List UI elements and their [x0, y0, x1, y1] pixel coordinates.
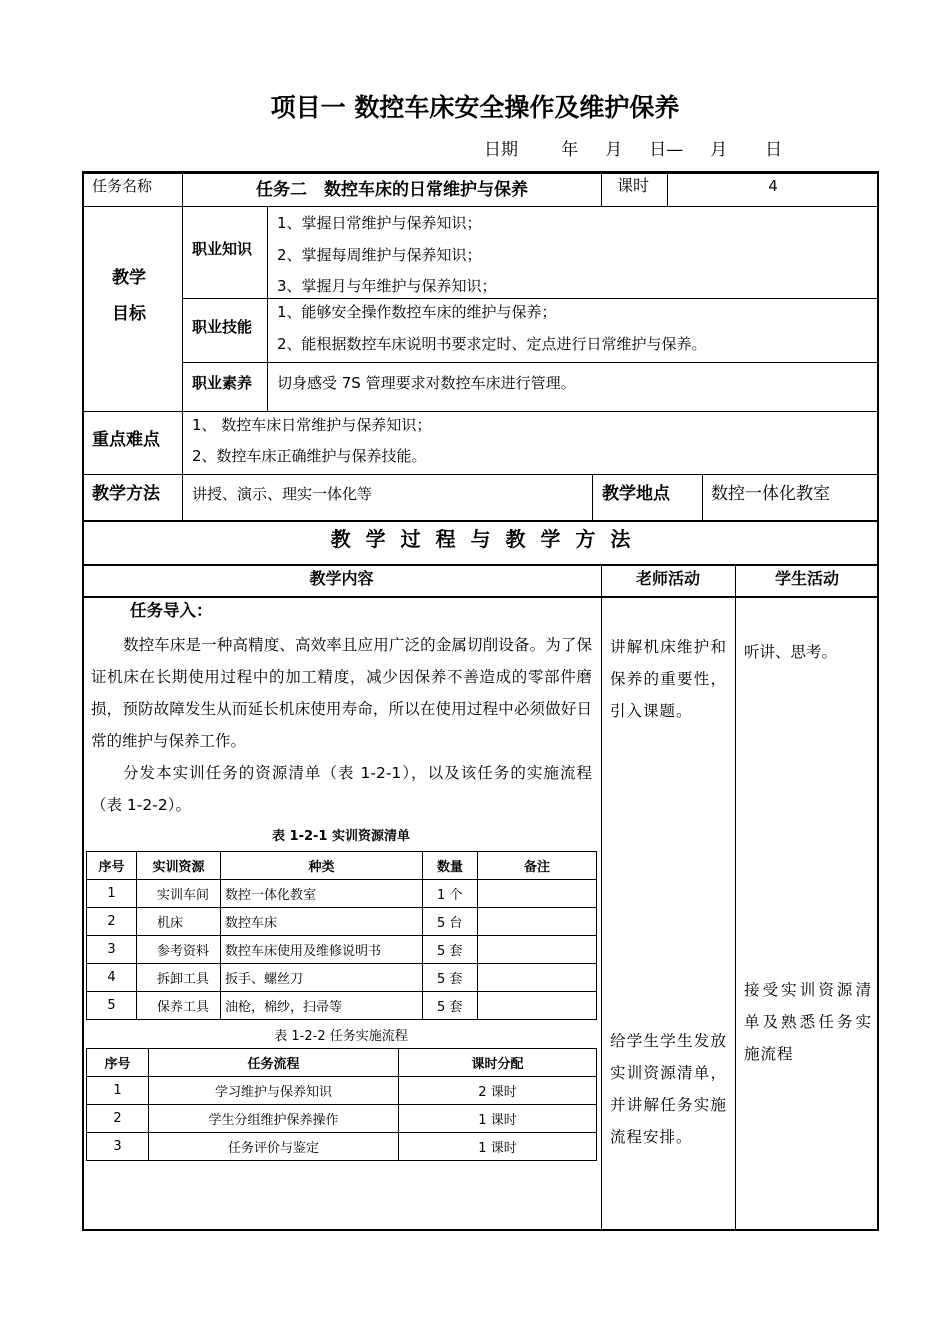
table-row [87, 908, 597, 936]
table-cell: 5 套 [423, 964, 478, 992]
table-cell: 1 [87, 880, 137, 908]
table-cell: 实训车间 [137, 880, 221, 908]
table-header-cell: 数量 [423, 852, 478, 880]
table-cell: 扳手、螺丝刀 [221, 964, 423, 992]
student-activity-2: 接受实训资源清单及熟悉任务实施流程 [744, 981, 872, 1063]
table-row [87, 1077, 597, 1105]
table-header-cell: 备注 [478, 852, 597, 880]
table-row [87, 880, 597, 908]
dispatch-paragraph: 分发本实训任务的资源清单（表 1-2-1），以及该任务的实施流程（表 1-2-2）。 [91, 764, 592, 814]
table-cell: 数控车床 [221, 908, 423, 936]
table-cell [478, 964, 597, 992]
hours-value: 4 [768, 177, 778, 195]
table-cell: 1 课时 [399, 1105, 597, 1133]
table-header-cell: 序号 [87, 1049, 149, 1077]
table-header-row [87, 852, 597, 880]
table-cell: 5 台 [423, 908, 478, 936]
table-cell: 5 套 [423, 936, 478, 964]
objectives-label-line2: 目标 [112, 304, 146, 324]
method-label: 教学方法 [92, 484, 160, 504]
table-cell: 机床 [137, 908, 221, 936]
quality-value: 切身感受 7S 管理要求对数控车床进行管理。 [277, 374, 576, 392]
intro-paragraph: 数控车床是一种高精度、高效率且应用广泛的金属切削设备。为了保证机床在长期使用过程中的加工精度，减少因保养不善造成的零部件磨损，预防故障发生从而延长机床使用寿命，所以在使用过程中必须做好日常的维护与保养工作。 [91, 636, 592, 750]
place-label: 教学地点 [602, 484, 670, 504]
table-row [87, 964, 597, 992]
col-content-header: 教学内容 [309, 569, 374, 588]
table-cell: 任务评价与鉴定 [149, 1133, 399, 1161]
table-cell: 5 [87, 992, 137, 1020]
section-title: 教 学 过 程 与 教 学 方 法 [330, 527, 631, 551]
table-header-cell: 种类 [221, 852, 423, 880]
table-header-row [87, 1049, 597, 1077]
date-line: 日期 年 月 日— 月 日 [484, 140, 783, 160]
resource-table [86, 851, 597, 1020]
hours-label: 课时 [617, 176, 650, 195]
intro-heading: 任务导入： [130, 601, 213, 620]
table-row [87, 992, 597, 1020]
table-cell: 1 课时 [399, 1133, 597, 1161]
objectives-label-line1: 教学 [112, 268, 146, 288]
table-cell: 数控车床使用及维修说明书 [221, 936, 423, 964]
table-cell: 油枪，棉纱，扫帚等 [221, 992, 423, 1020]
task-name-label: 任务名称 [92, 177, 153, 195]
table-cell: 1 个 [423, 880, 478, 908]
table-header-cell: 序号 [87, 852, 137, 880]
key-points-label: 重点难点 [92, 430, 160, 450]
table-row [87, 936, 597, 964]
student-activity-1: 听讲、思考。 [744, 643, 838, 661]
table-cell: 保养工具 [137, 992, 221, 1020]
table-cell: 拆卸工具 [137, 964, 221, 992]
table-cell: 学生分组维护保养操作 [149, 1105, 399, 1133]
table-cell: 参考资料 [137, 936, 221, 964]
table-cell: 3 [87, 1133, 149, 1161]
table-cell: 学习维护与保养知识 [149, 1077, 399, 1105]
table-cell [478, 936, 597, 964]
method-value: 讲授、演示、理实一体化等 [192, 485, 373, 503]
teacher-activity-1: 讲解机床维护和保养的重要性，引入课题。 [610, 638, 727, 720]
process-table [86, 1048, 597, 1161]
teacher-activity-2: 给学生学生发放实训资源清单，并讲解任务实施流程安排。 [610, 1032, 727, 1146]
knowledge-item: 2、掌握每周维护与保养知识； [277, 246, 482, 264]
skill-item: 2、能根据数控车床说明书要求定时、定点进行日常维护与保养。 [277, 335, 707, 353]
table-header-cell: 任务流程 [149, 1049, 399, 1077]
table-cell: 2 课时 [399, 1077, 597, 1105]
key-point-item: 2、数控车床正确维护与保养技能。 [192, 447, 427, 465]
table-cell: 4 [87, 964, 137, 992]
table-cell: 2 [87, 908, 137, 936]
knowledge-label: 职业知识 [192, 240, 253, 258]
table-cell: 1 [87, 1077, 149, 1105]
table-cell: 3 [87, 936, 137, 964]
table-cell [478, 992, 597, 1020]
task-name: 任务二 数控车床的日常维护与保养 [256, 180, 528, 200]
table-header-cell: 实训资源 [137, 852, 221, 880]
table-row [87, 1105, 597, 1133]
table2-caption: 表 1-2-2 任务实施流程 [274, 1029, 408, 1044]
table-cell [478, 880, 597, 908]
table-cell: 数控一体化教室 [221, 880, 423, 908]
skill-label: 职业技能 [192, 318, 253, 336]
table-cell: 2 [87, 1105, 149, 1133]
table1-caption: 表 1-2-1 实训资源清单 [272, 829, 410, 844]
quality-label: 职业素养 [192, 374, 253, 392]
col-teacher-header: 老师活动 [635, 569, 700, 588]
table-cell [478, 908, 597, 936]
skill-item: 1、能够安全操作数控车床的维护与保养； [277, 303, 557, 321]
knowledge-item: 1、掌握日常维护与保养知识； [277, 214, 482, 232]
table-header-cell: 课时分配 [399, 1049, 597, 1077]
knowledge-item: 3、掌握月与年维护与保养知识； [277, 277, 497, 295]
col-student-header: 学生活动 [774, 569, 839, 588]
table-row [87, 1133, 597, 1161]
key-point-item: 1、 数控车床日常维护与保养知识； [192, 416, 432, 434]
table-cell: 5 套 [423, 992, 478, 1020]
place-value: 数控一体化教室 [711, 484, 830, 504]
page-title: 项目一 数控车床安全操作及维护保养 [270, 93, 680, 122]
